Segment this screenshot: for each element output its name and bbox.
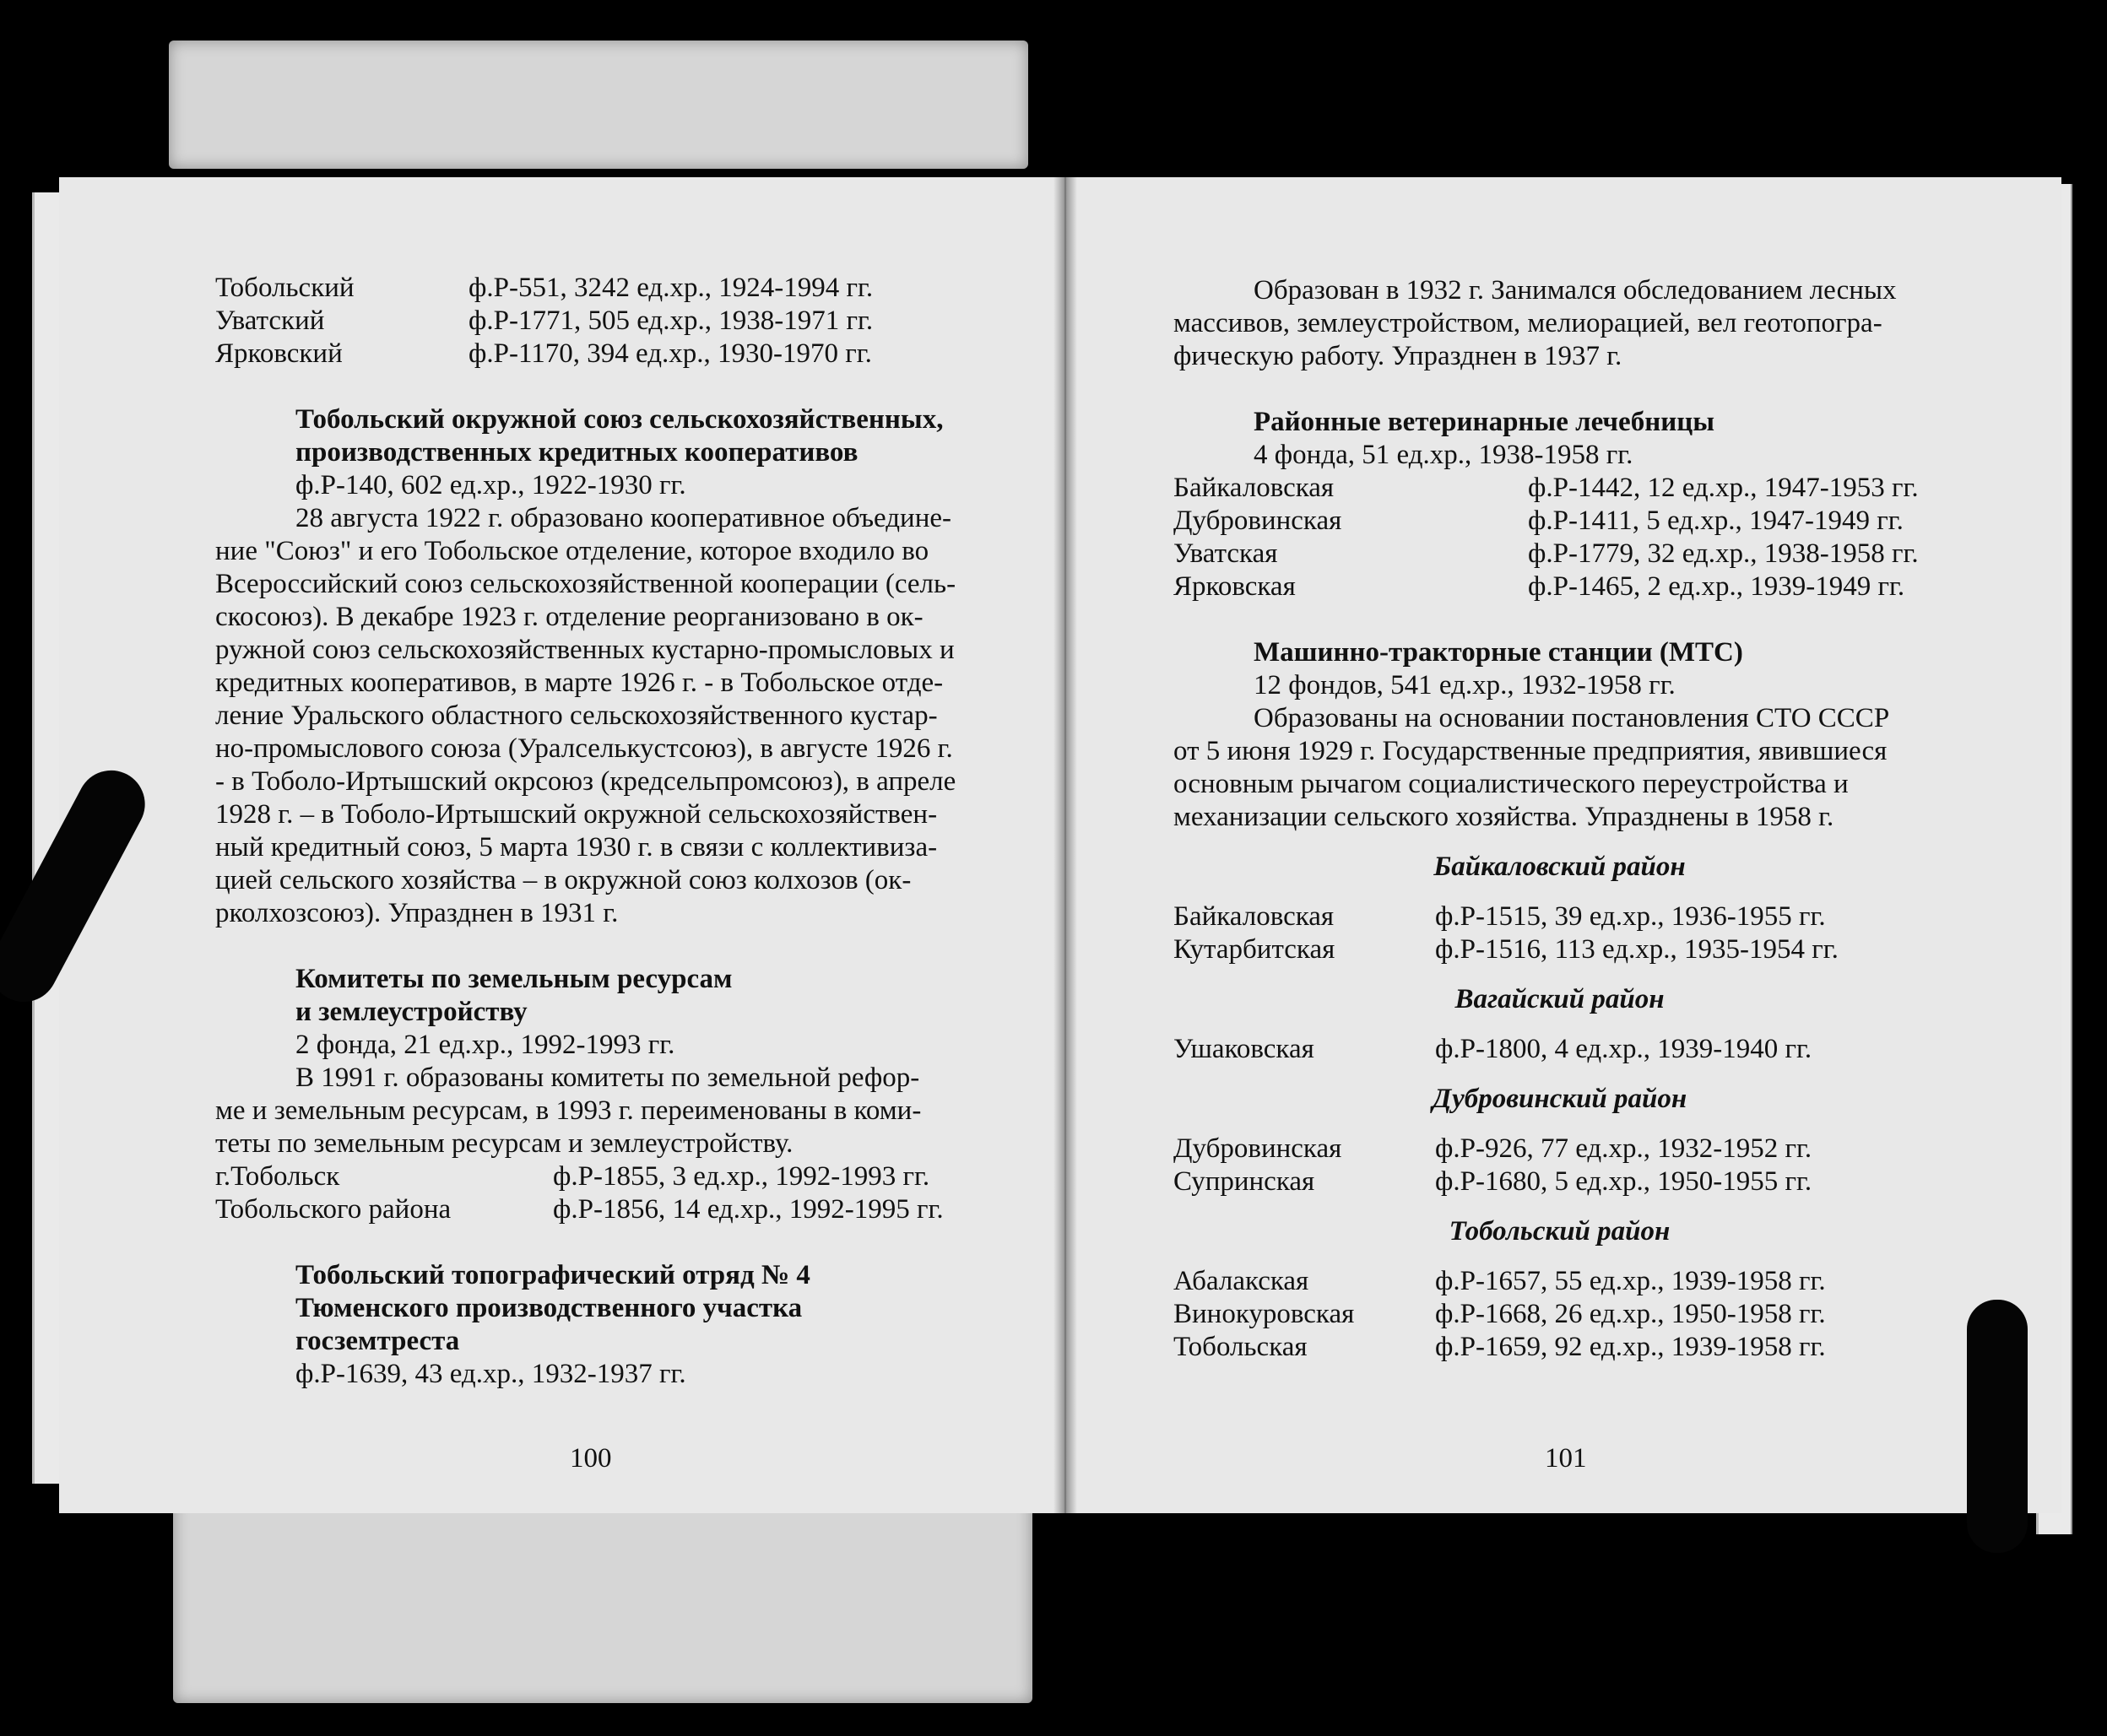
paragraph-line: ление Уральского областного сельскохозяйственного кустар- [215, 700, 938, 731]
paragraph-line: теты по земельным ресурсам и землеустройству. [215, 1128, 794, 1159]
district-heading: Вагайский район [1454, 984, 1665, 1014]
fund-ref: ф.Р-1779, 32 ед.хр., 1938-1958 гг. [1528, 538, 1919, 569]
fund-reference: ф.Р-140, 602 ед.хр., 1922-1930 гг. [295, 470, 686, 500]
fund-row [1173, 538, 1946, 571]
fund-count: 12 фондов, 541 ед.хр., 1932-1958 гг. [1254, 670, 1676, 700]
fund-name: Уватский [215, 306, 325, 336]
fund-row [1173, 900, 1946, 933]
fund-ref: ф.Р-1516, 113 ед.хр., 1935-1954 гг. [1435, 934, 1839, 965]
paragraph-line: ме и земельным ресурсам, в 1993 г. переименованы в коми- [215, 1095, 922, 1126]
fund-count: 4 фонда, 51 ед.хр., 1938-1958 гг. [1254, 440, 1633, 470]
fund-reference: ф.Р-1639, 43 ед.хр., 1932-1937 гг. [295, 1359, 686, 1389]
fund-name: Байкаловская [1173, 473, 1335, 503]
fund-name: Уватская [1173, 538, 1278, 569]
section-heading: Тобольский топографический отряд № 4 [295, 1260, 810, 1290]
fund-ref: ф.Р-1680, 5 ед.хр., 1950-1955 гг. [1435, 1166, 1812, 1197]
fund-name: Абалакская [1173, 1266, 1309, 1296]
fund-ref: ф.Р-1465, 2 ед.хр., 1939-1949 гг. [1528, 571, 1905, 602]
paragraph-line: скосоюз). В декабре 1923 г. отделение реорганизовано в ок- [215, 602, 924, 632]
section-heading: Тюменского производственного участка [295, 1293, 803, 1323]
district-heading: Тобольский район [1449, 1216, 1671, 1247]
fund-ref: ф.Р-926, 77 ед.хр., 1932-1952 гг. [1435, 1133, 1812, 1164]
paragraph-line: В 1991 г. образованы комитеты по земельной рефор- [295, 1063, 920, 1093]
section-heading: Районные ветеринарные лечебницы [1254, 407, 1714, 437]
fund-name: Тобольского района [215, 1194, 452, 1225]
section-heading: Тобольский окружной союз сельскохозяйственных, [295, 404, 944, 435]
paragraph-line: Образован в 1932 г. Занимался обследованием лесных [1254, 275, 1897, 306]
page-number-right: 101 [1545, 1443, 1587, 1474]
page-number-left: 100 [570, 1443, 612, 1474]
right-page-text [1173, 274, 1946, 1364]
fund-name: Дубровинская [1173, 506, 1342, 536]
section-heading: госземтреста [295, 1326, 460, 1356]
paragraph-line: 1928 г. – в Тоболо-Иртышский окружной сельскохозяйствен- [215, 799, 938, 830]
fund-ref: ф.Р-1515, 39 ед.хр., 1936-1955 гг. [1435, 901, 1826, 932]
fund-name: Тобольская [1173, 1332, 1308, 1362]
paragraph-line: Всероссийский союз сельскохозяйственной кооперации (сель- [215, 569, 956, 599]
paragraph-line: Образованы на основании постановления СТО СССР [1254, 703, 1890, 733]
fund-name: Ярковская [1173, 571, 1296, 602]
paragraph-line: ный кредитный союз, 5 марта 1930 г. в связи с коллективиза- [215, 832, 938, 863]
fund-ref: ф.Р-551, 3242 ед.хр., 1924-1994 гг. [469, 273, 874, 303]
fund-row [215, 272, 979, 305]
fund-name: Тобольский [215, 273, 355, 303]
fund-name: Кутарбитская [1173, 934, 1335, 965]
paragraph-line: рколхозсоюз). Упразднен в 1931 г. [215, 898, 619, 928]
fund-ref: ф.Р-1800, 4 ед.хр., 1939-1940 гг. [1435, 1034, 1812, 1064]
section-heading: и землеустройству [295, 997, 528, 1027]
section-heading: производственных кредитных кооперативов [295, 437, 859, 468]
fund-row [1173, 1165, 1946, 1198]
top-book-edge-strip [169, 41, 1028, 169]
fund-row [215, 338, 979, 370]
fund-ref: ф.Р-1659, 92 ед.хр., 1939-1958 гг. [1435, 1332, 1826, 1362]
paragraph-line: основным рычагом социалистического переустройства и [1173, 769, 1849, 799]
fund-ref: ф.Р-1668, 26 ед.хр., 1950-1958 гг. [1435, 1299, 1826, 1329]
fund-ref: ф.Р-1442, 12 ед.хр., 1947-1953 гг. [1528, 473, 1919, 503]
fund-name: Байкаловская [1173, 901, 1335, 932]
district-heading: Дубровинский район [1432, 1084, 1687, 1114]
paragraph-line: фическую работу. Упразднен в 1937 г. [1173, 341, 1622, 371]
paragraph-line: массивов, землеустройством, мелиорацией, вел геотопогра- [1173, 308, 1882, 338]
section-heading: Машинно-тракторные станции (МТС) [1254, 637, 1743, 668]
fund-row [1173, 1133, 1946, 1165]
book-gutter [1054, 177, 1077, 1513]
fund-name: Ушаковская [1173, 1034, 1314, 1064]
paragraph-line: но-промыслового союза (Уралселькустсоюз), в августе 1926 г. [215, 733, 953, 764]
fund-ref: ф.Р-1855, 3 ед.хр., 1992-1993 гг. [553, 1161, 930, 1192]
left-page-text [215, 272, 979, 1391]
fund-name: г.Тобольск [215, 1161, 340, 1192]
fund-name: Дубровинская [1173, 1133, 1342, 1164]
fund-row [1173, 1331, 1946, 1364]
fund-row [1173, 1298, 1946, 1331]
fund-count: 2 фонда, 21 ед.хр., 1992-1993 гг. [295, 1030, 675, 1060]
fund-row [1173, 1265, 1946, 1298]
fund-name: Винокуровская [1173, 1299, 1355, 1329]
paragraph-line: механизации сельского хозяйства. Упразднены в 1958 г. [1173, 802, 1834, 832]
fund-ref: ф.Р-1657, 55 ед.хр., 1939-1958 гг. [1435, 1266, 1826, 1296]
fund-row [1173, 571, 1946, 603]
paragraph-line: кредитных кооперативов, в марте 1926 г. - в Тобольское отде- [215, 668, 944, 698]
paragraph-line: 28 августа 1922 г. образовано кооперативное объедине- [295, 503, 951, 533]
fund-row [215, 305, 979, 338]
fund-row [1173, 1033, 1946, 1066]
fund-row [215, 1193, 979, 1226]
fund-name: Ярковский [215, 338, 343, 369]
paragraph-line: - в Тоболо-Иртышский окрсоюз (кредсельпромсоюз), в апреле [215, 766, 956, 797]
fund-row [1173, 505, 1946, 538]
district-heading: Байкаловский район [1433, 852, 1686, 882]
paragraph-line: ружной союз сельскохозяйственных кустарно-промысловых и [215, 635, 955, 665]
fund-ref: ф.Р-1856, 14 ед.хр., 1992-1995 гг. [553, 1194, 944, 1225]
fund-name: Супринская [1173, 1166, 1315, 1197]
fund-row [1173, 472, 1946, 505]
section-heading: Комитеты по земельным ресурсам [295, 964, 733, 994]
fund-ref: ф.Р-1771, 505 ед.хр., 1938-1971 гг. [469, 306, 874, 336]
paragraph-line: от 5 июня 1929 г. Государственные предприятия, явившиеся [1173, 736, 1888, 766]
paragraph-line: ние "Союз" и его Тобольское отделение, которое входило во [215, 536, 929, 566]
fund-row [1173, 933, 1946, 966]
fund-ref: ф.Р-1411, 5 ед.хр., 1947-1949 гг. [1528, 506, 1904, 536]
fund-ref: ф.Р-1170, 394 ед.хр., 1930-1970 гг. [469, 338, 872, 369]
paragraph-line: цией сельского хозяйства – в окружной союз колхозов (ок- [215, 865, 912, 895]
fund-row [215, 1160, 979, 1193]
black-clip-right [1967, 1300, 2028, 1553]
